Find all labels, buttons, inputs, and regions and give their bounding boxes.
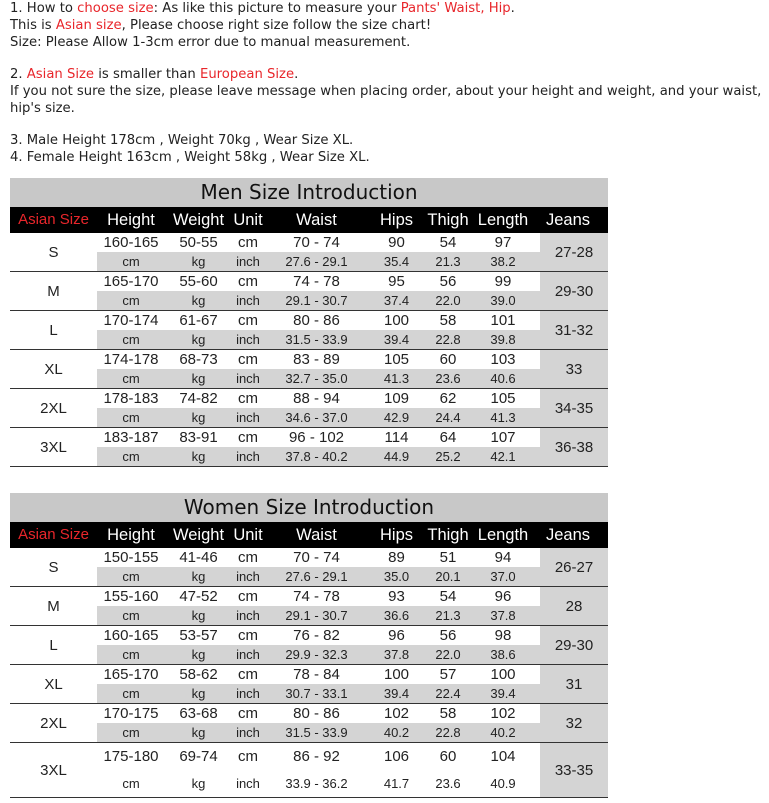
unit-in-cell: inch	[236, 410, 260, 425]
length-cm-cell: 99	[494, 273, 512, 290]
measurements-cell	[97, 665, 540, 703]
hips-cm-cell: 102	[383, 705, 410, 722]
size-cell: S	[48, 243, 59, 261]
thigh-in-cell: 22.0	[435, 293, 461, 308]
note-line-7: 3. Male Height 178cm , Weight 70kg , Wear Size XL.	[10, 133, 354, 148]
header-unit: Unit	[233, 211, 263, 229]
header-unit: Unit	[233, 526, 263, 544]
inch-row	[97, 723, 540, 742]
size-row-group	[10, 665, 608, 704]
header-height: Height	[107, 526, 155, 544]
hips-in-cell: 40.2	[383, 725, 410, 740]
weight-cell: 69-74	[179, 748, 218, 765]
jeans-cell: 36-38	[540, 428, 608, 466]
h-unit-cell: cm	[122, 776, 140, 791]
hips-cm-cell: 109	[383, 390, 410, 407]
jeans-cell: 31-32	[540, 311, 608, 349]
unit-cm-cell: cm	[238, 351, 258, 368]
thigh-cm-cell: 54	[439, 234, 457, 251]
thigh-cm-cell: 56	[439, 273, 457, 290]
length-cm-cell: 94	[494, 549, 512, 566]
weight-cell: 53-57	[179, 627, 218, 644]
h-unit-cell: cm	[122, 332, 140, 347]
weight-cell: 47-52	[179, 588, 218, 605]
jeans-cell: 32	[540, 704, 608, 742]
header-waist: Waist	[296, 211, 337, 229]
cm-row	[97, 626, 540, 645]
thigh-in-cell: 21.3	[435, 254, 461, 269]
hips-cm-cell: 106	[383, 748, 410, 765]
w-unit-cell: kg	[191, 293, 206, 308]
header-weight: Weight	[172, 211, 225, 229]
waist-cm-cell: 88 - 94	[293, 390, 340, 407]
thigh-cm-cell: 54	[439, 588, 457, 605]
length-in-cell: 42.1	[490, 449, 516, 464]
h-unit-cell: cm	[122, 569, 140, 584]
waist-in-cell: 30.7 - 33.1	[285, 686, 348, 701]
size-row-group	[10, 233, 608, 272]
length-in-cell: 38.6	[490, 647, 516, 662]
note-text: , Please choose right size follow the size chart!	[121, 18, 432, 33]
note-line-3: Size: Please Allow 1-3cm error due to manual measurement.	[10, 35, 411, 50]
unit-in-cell: inch	[236, 569, 260, 584]
inch-row	[97, 252, 540, 271]
thigh-in-cell: 22.8	[435, 332, 461, 347]
w-unit-cell: kg	[191, 449, 206, 464]
measurements-cell	[97, 272, 540, 310]
thigh-in-cell: 20.1	[435, 569, 461, 584]
thigh-cm-cell: 62	[439, 390, 457, 407]
unit-cm-cell: cm	[238, 627, 258, 644]
h-unit-cell: cm	[122, 608, 140, 623]
unit-cm-cell: cm	[238, 588, 258, 605]
height-cell: 170-175	[103, 705, 159, 722]
jeans-cell: 29-30	[540, 626, 608, 664]
height-cell: 160-165	[103, 627, 159, 644]
hips-in-cell: 42.9	[383, 410, 410, 425]
length-cm-cell: 103	[490, 351, 516, 368]
waist-cm-cell: 83 - 89	[293, 351, 340, 368]
length-in-cell: 39.4	[490, 686, 516, 701]
height-cell: 183-187	[103, 429, 159, 446]
height-cell: 174-178	[103, 351, 159, 368]
w-unit-cell: kg	[191, 647, 206, 662]
inch-row	[97, 684, 540, 703]
w-unit-cell: kg	[191, 776, 206, 791]
cm-row	[97, 428, 540, 447]
cm-row	[97, 389, 540, 408]
note-line-6: hip's size.	[10, 101, 75, 116]
thigh-in-cell: 24.4	[435, 410, 461, 425]
inch-row	[97, 606, 540, 625]
jeans-cell: 26-27	[540, 548, 608, 586]
weight-cell: 74-82	[179, 390, 218, 407]
unit-in-cell: inch	[236, 449, 260, 464]
size-row-group	[10, 548, 608, 587]
unit-cm-cell: cm	[238, 748, 258, 765]
unit-in-cell: inch	[236, 293, 260, 308]
size-row-group	[10, 626, 608, 665]
w-unit-cell: kg	[191, 371, 206, 386]
length-cm-cell: 107	[490, 429, 516, 446]
note-line-5: If you not sure the size, please leave message when placing order, about your height and weight, and your waist,	[10, 84, 762, 99]
size-cell: M	[47, 282, 60, 300]
hips-cm-cell: 90	[388, 234, 405, 251]
thigh-cm-cell: 56	[439, 627, 457, 644]
size-cell: S	[48, 558, 59, 576]
measurements-cell	[97, 233, 540, 271]
cm-row	[97, 311, 540, 330]
length-in-cell: 41.3	[490, 410, 516, 425]
note-line-1	[10, 0, 769, 17]
hips-in-cell: 35.4	[383, 254, 410, 269]
size-cell: 2XL	[40, 714, 67, 732]
waist-cm-cell: 74 - 78	[293, 588, 340, 605]
length-in-cell: 37.0	[490, 569, 516, 584]
jeans-cell: 31	[540, 665, 608, 703]
header-asian-size: Asian Size	[18, 211, 89, 228]
waist-in-cell: 37.8 - 40.2	[285, 449, 348, 464]
unit-cm-cell: cm	[238, 666, 258, 683]
size-cell: L	[49, 636, 58, 654]
measurements-cell	[97, 428, 540, 466]
header-waist: Waist	[296, 526, 337, 544]
hips-in-cell: 36.6	[383, 608, 410, 623]
jeans-cell: 27-28	[540, 233, 608, 271]
note-text: 1. How to	[10, 1, 78, 16]
women-table-header	[10, 522, 608, 548]
measurements-cell	[97, 389, 540, 427]
jeans-cell: 34-35	[540, 389, 608, 427]
thigh-in-cell: 22.8	[435, 725, 461, 740]
jeans-cell: 28	[540, 587, 608, 625]
waist-in-cell: 32.7 - 35.0	[285, 371, 348, 386]
measurements-cell	[97, 743, 540, 797]
length-in-cell: 37.8	[490, 608, 516, 623]
waist-in-cell: 29.1 - 30.7	[285, 608, 348, 623]
measurements-cell	[97, 704, 540, 742]
weight-cell: 50-55	[179, 234, 218, 251]
inch-row	[97, 408, 540, 427]
header-length: Length	[477, 211, 529, 229]
men-table-header	[10, 207, 608, 233]
inch-row	[97, 330, 540, 349]
jeans-cell: 33	[540, 350, 608, 388]
unit-in-cell: inch	[236, 332, 260, 347]
height-cell: 165-170	[103, 666, 159, 683]
thigh-in-cell: 23.6	[435, 776, 461, 791]
men-table-title: Men Size Introduction	[10, 178, 608, 207]
size-row-group	[10, 428, 608, 467]
weight-cell: 61-67	[179, 312, 218, 329]
note-text: is smaller than	[94, 67, 200, 82]
height-cell: 178-183	[103, 390, 159, 407]
note-text: : As like this picture to measure your	[153, 1, 401, 16]
header-thigh: Thigh	[427, 211, 469, 229]
size-cell: 3XL	[40, 761, 67, 779]
waist-cm-cell: 80 - 86	[293, 312, 340, 329]
length-cm-cell: 101	[490, 312, 516, 329]
jeans-cell: 33-35	[540, 743, 608, 797]
thigh-in-cell: 25.2	[435, 449, 461, 464]
size-cell: 3XL	[40, 438, 67, 456]
length-in-cell: 39.8	[490, 332, 516, 347]
hips-in-cell: 35.0	[383, 569, 410, 584]
size-cell: XL	[44, 675, 63, 693]
inch-row	[97, 369, 540, 388]
h-unit-cell: cm	[122, 449, 140, 464]
thigh-cm-cell: 60	[439, 351, 457, 368]
h-unit-cell: cm	[122, 254, 140, 269]
unit-cm-cell: cm	[238, 705, 258, 722]
w-unit-cell: kg	[191, 686, 206, 701]
waist-in-cell: 33.9 - 36.2	[285, 776, 348, 791]
waist-cm-cell: 78 - 84	[293, 666, 340, 683]
length-cm-cell: 98	[494, 627, 512, 644]
note-highlight: Pants' Waist, Hip	[400, 1, 511, 16]
waist-in-cell: 29.1 - 30.7	[285, 293, 348, 308]
size-row-group	[10, 272, 608, 311]
length-in-cell: 40.9	[490, 776, 516, 791]
header-asian-size: Asian Size	[18, 526, 89, 543]
note-highlight: choose size	[77, 1, 154, 16]
measurements-cell	[97, 311, 540, 349]
inch-row	[97, 770, 540, 797]
size-cell: M	[47, 597, 60, 615]
w-unit-cell: kg	[191, 332, 206, 347]
height-cell: 160-165	[103, 234, 159, 251]
women-size-table	[10, 493, 608, 798]
height-cell: 170-174	[103, 312, 159, 329]
jeans-cell: 29-30	[540, 272, 608, 310]
w-unit-cell: kg	[191, 569, 206, 584]
size-cell: XL	[44, 360, 63, 378]
unit-in-cell: inch	[236, 371, 260, 386]
thigh-cm-cell: 51	[439, 549, 457, 566]
length-cm-cell: 96	[494, 588, 512, 605]
inch-row	[97, 645, 540, 664]
waist-cm-cell: 76 - 82	[293, 627, 340, 644]
weight-cell: 63-68	[179, 705, 218, 722]
unit-in-cell: inch	[236, 608, 260, 623]
header-thigh: Thigh	[427, 526, 469, 544]
note-line-8: 4. Female Height 163cm , Weight 58kg , Wear Size XL.	[10, 150, 370, 165]
unit-cm-cell: cm	[238, 273, 258, 290]
waist-in-cell: 27.6 - 29.1	[285, 254, 348, 269]
cm-row	[97, 233, 540, 252]
waist-in-cell: 31.5 - 33.9	[285, 332, 348, 347]
note-line-2	[10, 17, 769, 34]
weight-cell: 83-91	[179, 429, 218, 446]
waist-cm-cell: 96 - 102	[288, 429, 345, 446]
height-cell: 165-170	[103, 273, 159, 290]
waist-cm-cell: 80 - 86	[293, 705, 340, 722]
height-cell: 150-155	[103, 549, 159, 566]
measurements-cell	[97, 626, 540, 664]
unit-cm-cell: cm	[238, 312, 258, 329]
header-hips: Hips	[379, 526, 413, 544]
measurements-cell	[97, 350, 540, 388]
thigh-in-cell: 22.0	[435, 647, 461, 662]
height-cell: 155-160	[103, 588, 159, 605]
size-row-group	[10, 311, 608, 350]
waist-in-cell: 34.6 - 37.0	[285, 410, 348, 425]
header-height: Height	[107, 211, 155, 229]
header-jeans: Jeans	[545, 211, 591, 229]
thigh-in-cell: 23.6	[435, 371, 461, 386]
note-text: .	[510, 1, 515, 16]
size-row-group	[10, 704, 608, 743]
length-in-cell: 38.2	[490, 254, 516, 269]
header-hips: Hips	[379, 211, 413, 229]
inch-row	[97, 447, 540, 466]
weight-cell: 55-60	[179, 273, 218, 290]
waist-cm-cell: 70 - 74	[293, 549, 340, 566]
h-unit-cell: cm	[122, 410, 140, 425]
cm-row	[97, 587, 540, 606]
note-highlight: European Size	[199, 67, 295, 82]
inch-row	[97, 567, 540, 586]
length-cm-cell: 97	[494, 234, 512, 251]
hips-cm-cell: 93	[388, 588, 405, 605]
length-in-cell: 40.6	[490, 371, 516, 386]
weight-cell: 68-73	[179, 351, 218, 368]
cm-row	[97, 704, 540, 723]
thigh-cm-cell: 58	[439, 705, 457, 722]
waist-cm-cell: 70 - 74	[293, 234, 340, 251]
unit-in-cell: inch	[236, 725, 260, 740]
unit-cm-cell: cm	[238, 549, 258, 566]
thigh-cm-cell: 57	[439, 666, 457, 683]
hips-cm-cell: 89	[388, 549, 405, 566]
thigh-cm-cell: 60	[439, 748, 457, 765]
size-row-group	[10, 350, 608, 389]
unit-cm-cell: cm	[238, 429, 258, 446]
hips-in-cell: 41.3	[383, 371, 410, 386]
size-row-group	[10, 389, 608, 428]
waist-cm-cell: 74 - 78	[293, 273, 340, 290]
hips-cm-cell: 100	[383, 312, 410, 329]
height-cell: 175-180	[103, 748, 159, 765]
cm-row	[97, 548, 540, 567]
weight-cell: 58-62	[179, 666, 218, 683]
women-table-title: Women Size Introduction	[10, 493, 608, 522]
thigh-in-cell: 22.4	[435, 686, 461, 701]
w-unit-cell: kg	[191, 608, 206, 623]
size-cell: L	[49, 321, 58, 339]
unit-in-cell: inch	[236, 647, 260, 662]
measurements-cell	[97, 587, 540, 625]
unit-cm-cell: cm	[238, 234, 258, 251]
men-size-table	[10, 178, 608, 467]
hips-in-cell: 41.7	[383, 776, 410, 791]
length-cm-cell: 102	[490, 705, 516, 722]
header-length: Length	[477, 526, 529, 544]
thigh-cm-cell: 64	[439, 429, 457, 446]
unit-cm-cell: cm	[238, 390, 258, 407]
measurements-cell	[97, 548, 540, 586]
hips-in-cell: 44.9	[383, 449, 410, 464]
w-unit-cell: kg	[191, 725, 206, 740]
thigh-cm-cell: 58	[439, 312, 457, 329]
note-text: .	[294, 67, 299, 82]
unit-in-cell: inch	[236, 686, 260, 701]
size-row-group	[10, 743, 608, 798]
cm-row	[97, 665, 540, 684]
length-cm-cell: 105	[490, 390, 516, 407]
unit-in-cell: inch	[236, 776, 260, 791]
length-cm-cell: 104	[490, 748, 516, 765]
unit-in-cell: inch	[236, 254, 260, 269]
cm-row	[97, 743, 540, 770]
hips-cm-cell: 105	[383, 351, 410, 368]
hips-cm-cell: 96	[388, 627, 405, 644]
hips-in-cell: 39.4	[383, 332, 410, 347]
note-highlight: Asian Size	[26, 67, 95, 82]
note-text: 2.	[10, 67, 27, 82]
note-text: This is	[10, 18, 56, 33]
h-unit-cell: cm	[122, 647, 140, 662]
size-row-group	[10, 587, 608, 626]
length-cm-cell: 100	[490, 666, 516, 683]
cm-row	[97, 350, 540, 369]
inch-row	[97, 291, 540, 310]
thigh-in-cell: 21.3	[435, 608, 461, 623]
size-cell: 2XL	[40, 399, 67, 417]
hips-cm-cell: 95	[388, 273, 405, 290]
header-jeans: Jeans	[545, 526, 591, 544]
size-notes	[10, 0, 769, 166]
hips-in-cell: 37.4	[383, 293, 410, 308]
waist-in-cell: 29.9 - 32.3	[285, 647, 348, 662]
header-weight: Weight	[172, 526, 225, 544]
hips-cm-cell: 100	[383, 666, 410, 683]
length-in-cell: 40.2	[490, 725, 516, 740]
hips-in-cell: 37.8	[383, 647, 410, 662]
hips-in-cell: 39.4	[383, 686, 410, 701]
waist-in-cell: 27.6 - 29.1	[285, 569, 348, 584]
h-unit-cell: cm	[122, 371, 140, 386]
h-unit-cell: cm	[122, 686, 140, 701]
length-in-cell: 39.0	[490, 293, 516, 308]
cm-row	[97, 272, 540, 291]
w-unit-cell: kg	[191, 410, 206, 425]
weight-cell: 41-46	[179, 549, 218, 566]
note-highlight: Asian size	[55, 18, 122, 33]
note-line-4	[10, 66, 769, 83]
w-unit-cell: kg	[191, 254, 206, 269]
waist-in-cell: 31.5 - 33.9	[285, 725, 348, 740]
h-unit-cell: cm	[122, 293, 140, 308]
hips-cm-cell: 114	[384, 429, 409, 446]
h-unit-cell: cm	[122, 725, 140, 740]
waist-cm-cell: 86 - 92	[293, 748, 340, 765]
